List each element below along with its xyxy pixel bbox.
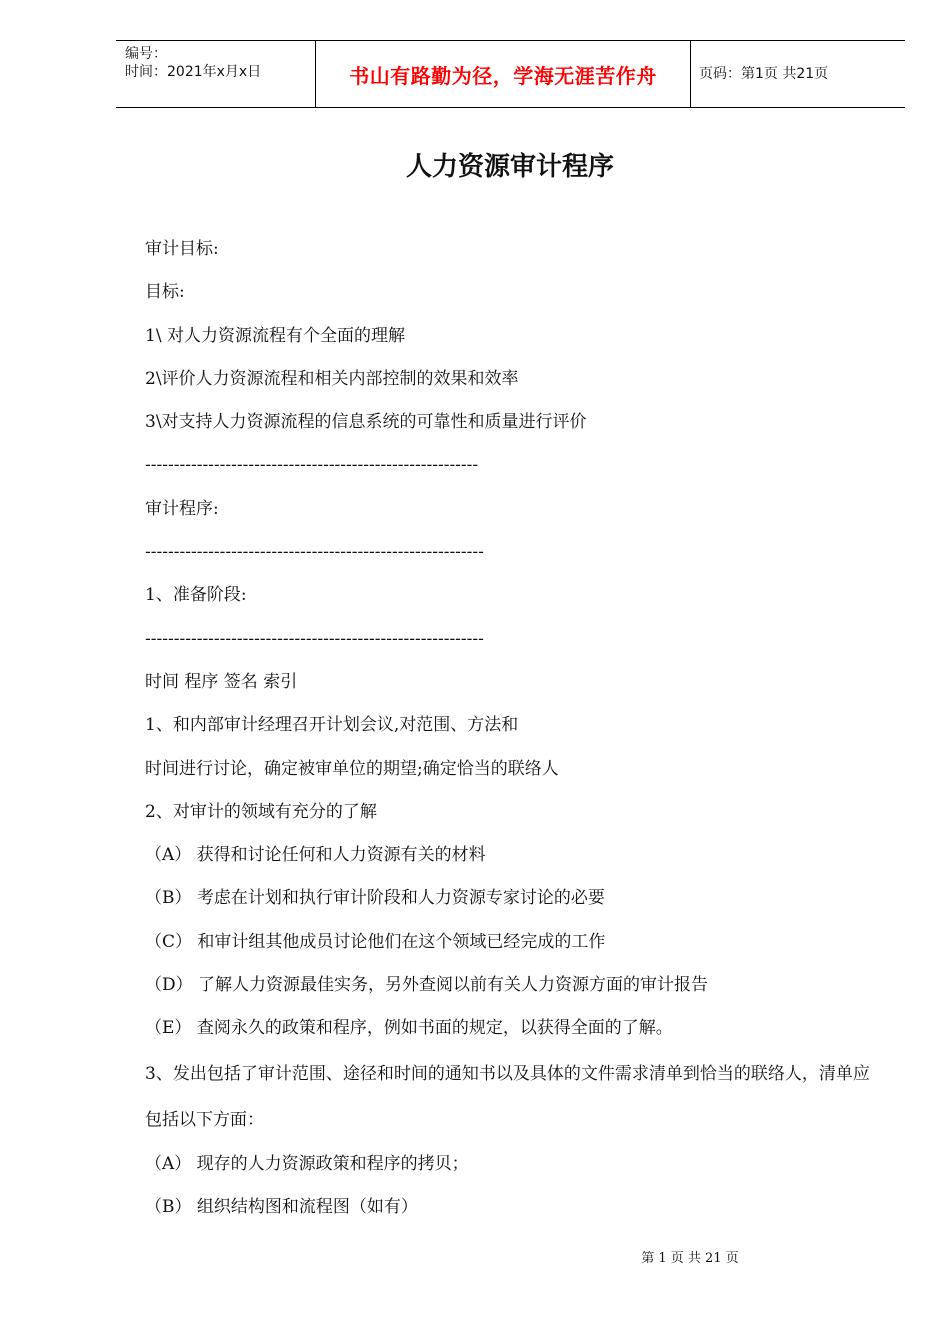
body-line: （D） 了解人力资源最佳实务，另外查阅以前有关人力资源方面的审计报告 (145, 975, 709, 996)
body-line: 2\评价人力资源流程和相关内部控制的效果和效率 (145, 368, 519, 389)
body-line: 1\ 对人力资源流程有个全面的理解 (145, 325, 405, 346)
body-line: 2、对审计的领域有充分的了解 (145, 801, 377, 822)
page-footer: 第 1 页 共 21 页 (641, 1251, 739, 1266)
body-line: （B） 考虑在计划和执行审计阶段和人力资源专家讨论的必要 (145, 888, 605, 909)
body-line: （A） 获得和讨论任何和人力资源有关的材料 (145, 845, 486, 866)
separator-line: ---------------------------------------------------------- (145, 455, 479, 476)
body-line: （E） 查阅永久的政策和程序，例如书面的规定，以获得全面的了解。 (145, 1018, 673, 1039)
body-line: 1、准备阶段: (145, 585, 247, 606)
body-line: 1、和内部审计经理召开计划会议,对范围、方法和 (145, 715, 519, 736)
body-line: （B） 组织结构图和流程图（如有） (145, 1196, 418, 1217)
body-line: 目标: (145, 282, 185, 303)
body-line: （A） 现存的人力资源政策和程序的拷贝； (145, 1153, 469, 1174)
time-label: 时间：2021年x月x日 (125, 64, 262, 80)
header-meta (116, 41, 315, 107)
header-page-label: 页码：第1页 共21页 (699, 66, 829, 82)
header-motto: 书山有路勤为径，学海无涯苦作舟 (349, 63, 657, 88)
number-label: 编号： (125, 46, 167, 62)
header-page-cell (691, 41, 905, 107)
separator-line: ----------------------------------------------------------- (145, 542, 484, 563)
document-body (145, 228, 885, 1229)
body-line: 时间 程序 签名 索引 (145, 671, 298, 692)
separator-line: ----------------------------------------------------------- (145, 628, 484, 649)
body-line: 审计目标: (145, 239, 219, 259)
body-line: 3\对支持人力资源流程的信息系统的可靠性和质量进行评价 (145, 412, 587, 433)
body-line: 审计程序: (145, 498, 219, 519)
body-line: 时间进行讨论，确定被审单位的期望;确定恰当的联络人 (145, 758, 559, 779)
header-motto-cell (315, 41, 691, 107)
document-title: 人力资源审计程序 (405, 152, 614, 182)
page-header (116, 40, 905, 108)
body-line: （C） 和审计组其他成员讨论他们在这个领域已经完成的工作 (145, 931, 606, 952)
body-paragraph: 3、发出包括了审计范围、途径和时间的通知书以及具体的文件需求清单到恰当的联络人，清单应包括以下方面： (145, 1063, 870, 1130)
